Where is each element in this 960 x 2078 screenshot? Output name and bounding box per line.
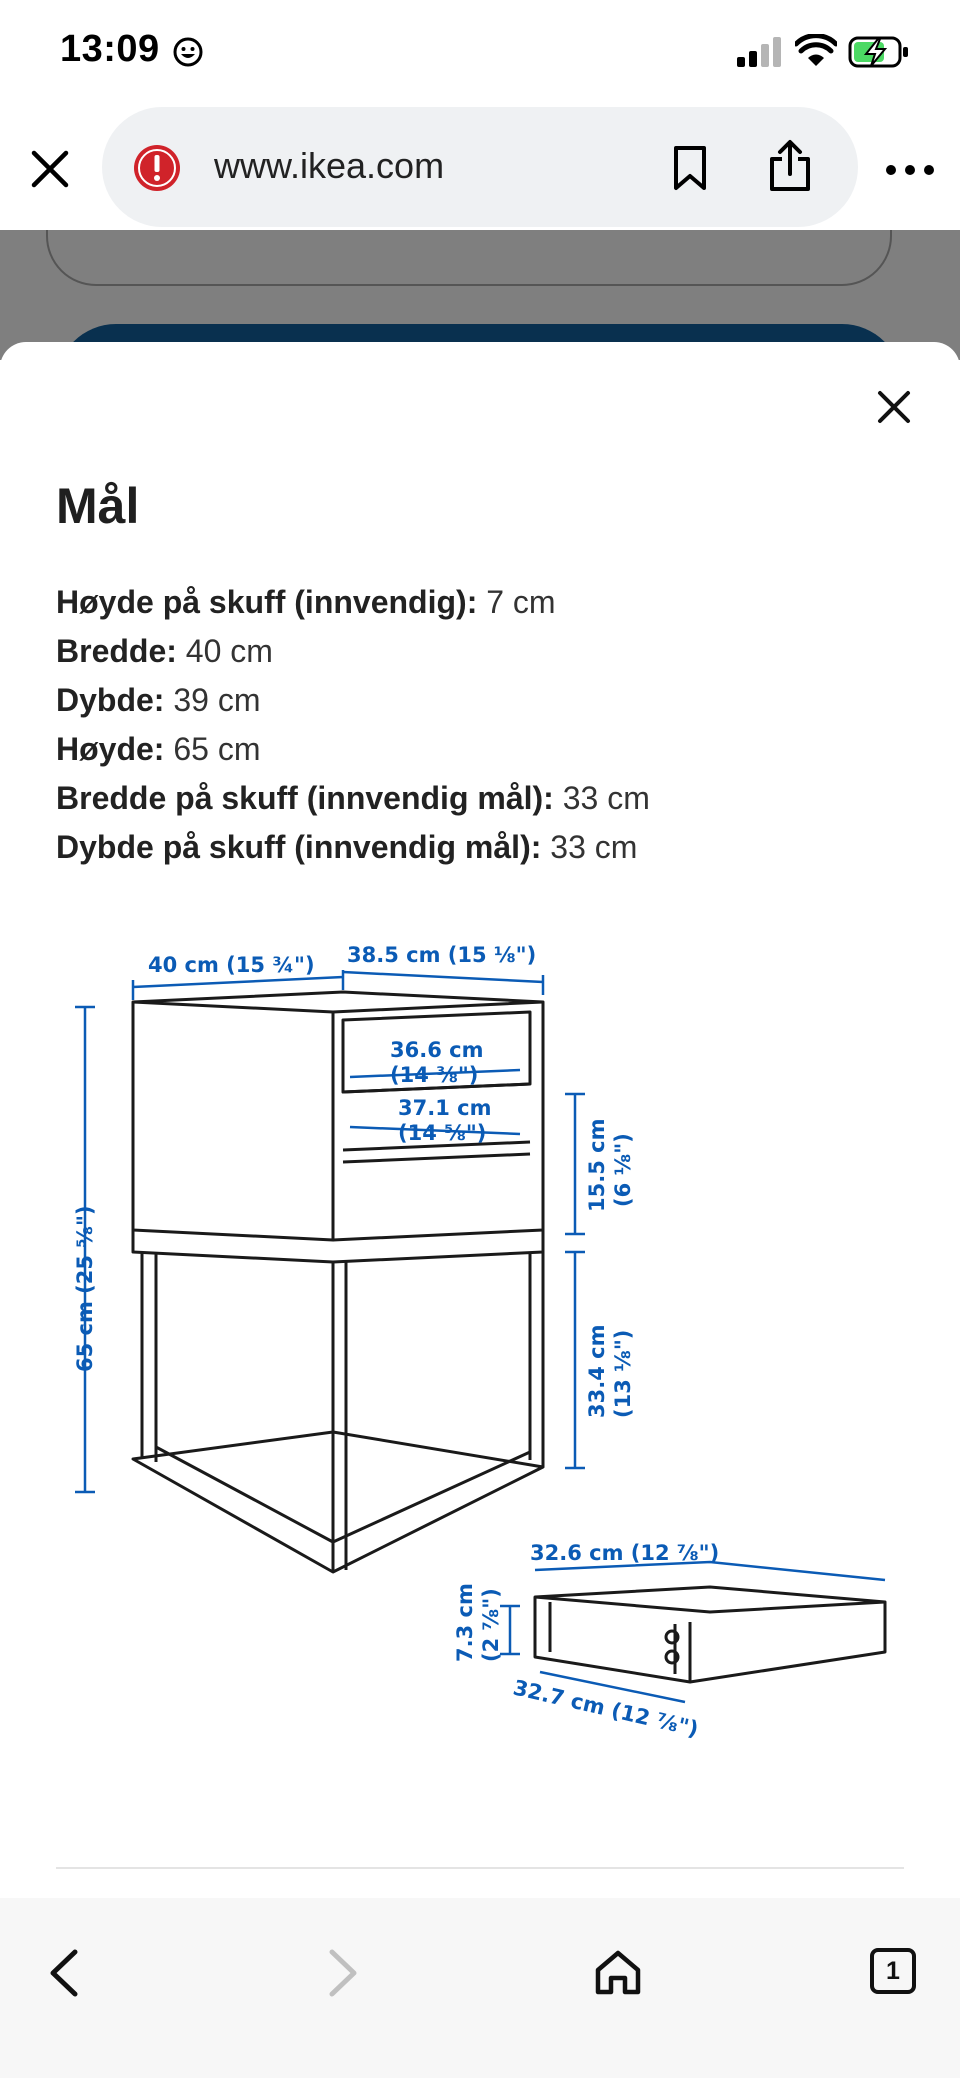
spec-row bbox=[56, 676, 650, 725]
signal-icon bbox=[735, 36, 785, 68]
tab-count: 1 bbox=[886, 1957, 900, 1985]
dim-drawer-depth: 32.7 cm (12 ⅞") bbox=[510, 1675, 701, 1742]
dim-total-height: 65 cm (25 ⅝") bbox=[73, 1205, 97, 1372]
spec-list bbox=[56, 578, 650, 872]
spec-row bbox=[56, 627, 650, 676]
bottom-toolbar bbox=[0, 1898, 960, 2078]
dim-shelf-height-2: (6 ⅛") bbox=[611, 1133, 635, 1207]
dim-inner-top-1: 36.6 cm bbox=[390, 1038, 484, 1062]
spec-label: Dybde på skuff (innvendig mål): bbox=[56, 829, 542, 865]
battery-charging-icon bbox=[848, 35, 910, 69]
spec-label: Høyde: bbox=[56, 731, 165, 767]
dim-inner-top-2: (14 ⅜") bbox=[390, 1063, 479, 1087]
dim-drawer-height-1: 7.3 cm bbox=[453, 1583, 477, 1662]
spec-value: 33 cm bbox=[562, 780, 650, 816]
status-time: 13:09 bbox=[60, 28, 160, 70]
wifi-icon bbox=[795, 34, 837, 68]
sheet-title: Mål bbox=[56, 478, 140, 534]
spec-value: 39 cm bbox=[173, 682, 261, 718]
sheet-close-icon[interactable] bbox=[877, 390, 911, 424]
dim-top-depth: 38.5 cm (15 ⅛") bbox=[347, 943, 537, 967]
bookmark-icon[interactable] bbox=[670, 145, 710, 191]
close-icon[interactable] bbox=[28, 147, 72, 191]
dim-top-width: 40 cm (15 ¾") bbox=[148, 953, 315, 977]
share-icon[interactable] bbox=[767, 139, 813, 193]
alert-icon[interactable] bbox=[132, 143, 182, 193]
address-bar[interactable] bbox=[102, 107, 858, 227]
sheet-divider bbox=[56, 1867, 904, 1869]
dimension-diagram bbox=[60, 912, 920, 1772]
more-icon[interactable] bbox=[884, 163, 936, 177]
spec-row bbox=[56, 823, 650, 872]
smiley-icon bbox=[172, 36, 204, 68]
url-text[interactable]: www.ikea.com bbox=[214, 145, 445, 186]
spec-label: Dybde: bbox=[56, 682, 165, 718]
dim-drawer-height-2: (2 ⅞") bbox=[479, 1588, 503, 1662]
back-icon[interactable] bbox=[45, 1948, 85, 1998]
status-bar bbox=[0, 0, 960, 105]
spec-value: 7 cm bbox=[486, 584, 556, 620]
spec-label: Bredde: bbox=[56, 633, 177, 669]
dim-inner-mid-1: 37.1 cm bbox=[398, 1096, 492, 1120]
spec-row bbox=[56, 578, 650, 627]
spec-label: Høyde på skuff (innvendig): bbox=[56, 584, 478, 620]
spec-row bbox=[56, 725, 650, 774]
dim-leg-height-1: 33.4 cm bbox=[585, 1324, 609, 1418]
page-backdrop[interactable] bbox=[0, 230, 960, 360]
browser-bar bbox=[0, 105, 960, 230]
tabs-icon[interactable] bbox=[870, 1948, 916, 1994]
spec-value: 33 cm bbox=[550, 829, 638, 865]
spec-value: 40 cm bbox=[185, 633, 273, 669]
dim-leg-height-2: (13 ⅛") bbox=[611, 1329, 635, 1418]
dim-drawer-width: 32.6 cm (12 ⅞") bbox=[530, 1541, 720, 1565]
forward-icon[interactable] bbox=[322, 1948, 362, 1998]
backdrop-input bbox=[46, 230, 892, 286]
home-icon[interactable] bbox=[594, 1948, 642, 1996]
spec-row bbox=[56, 774, 650, 823]
dimensions-sheet bbox=[0, 342, 960, 1898]
spec-value: 65 cm bbox=[173, 731, 261, 767]
spec-label: Bredde på skuff (innvendig mål): bbox=[56, 780, 554, 816]
dim-shelf-height-1: 15.5 cm bbox=[585, 1118, 609, 1212]
dim-inner-mid-2: (14 ⅝") bbox=[398, 1121, 487, 1145]
